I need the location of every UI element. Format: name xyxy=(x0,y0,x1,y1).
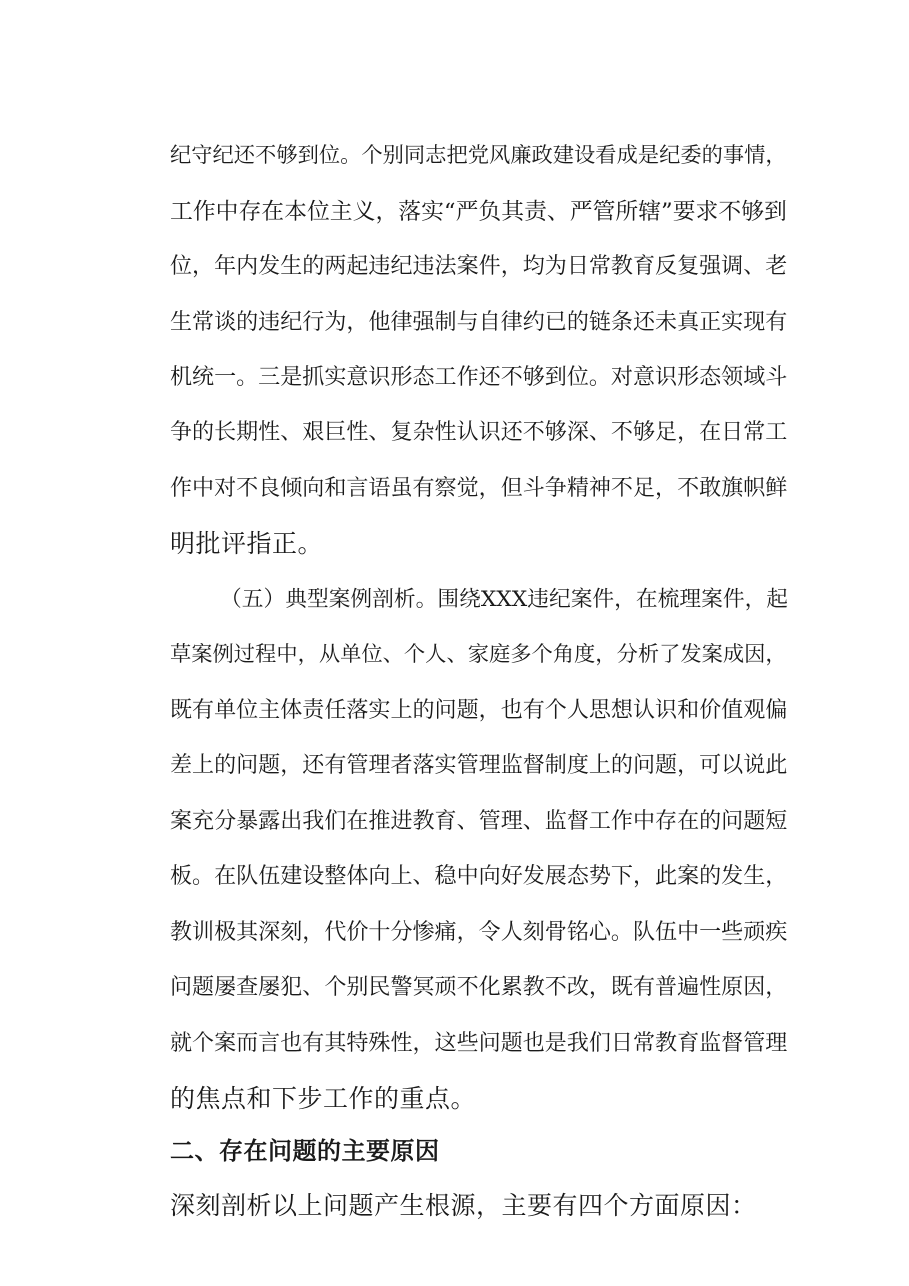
paragraph-line: 生常谈的违纪行为，他律强制与自律约已的链条还未真正实现有 xyxy=(170,310,788,335)
paragraph-line: 作中对不良倾向和言语虽有察觉，但斗争精神不足，不敢旗帜鲜 xyxy=(170,476,788,501)
paragraph-line: 的焦点和下步工作的重点。 xyxy=(170,1084,477,1113)
paragraph-line: 机统一。三是抓实意识形态工作还不够到位。对意识形态领域斗 xyxy=(170,365,788,390)
paragraph-line: 明批评指正。 xyxy=(170,529,324,558)
paragraph-line: 教训极其深刻，代价十分惨痛，令人刻骨铭心。队伍中一些顽疾 xyxy=(170,920,788,945)
paragraph-line: （五）典型案例剖析。围绕XXX违纪案件，在梳理案件，起 xyxy=(220,587,789,612)
paragraph-line: 位，年内发生的两起违纪违法案件，均为日常教育反复强调、老 xyxy=(170,254,788,279)
paragraph-line: 差上的问题，还有管理者落实管理监督制度上的问题，可以说此 xyxy=(170,753,788,778)
paragraph-line: 纪守纪还不够到位。个别同志把党风廉政建设看成是纪委的事情， xyxy=(170,143,787,168)
section-heading: 二、存在问题的主要原因 xyxy=(170,1137,440,1165)
paragraph-line: 案充分暴露出我们在推进教育、管理、监督工作中存在的问题短 xyxy=(170,809,788,834)
paragraph-line: 板。在队伍建设整体向上、稳中向好发展态势下，此案的发生， xyxy=(170,864,788,889)
paragraph-line: 问题屡查屡犯、个别民警冥顽不化累教不改，既有普遍性原因， xyxy=(170,975,788,1000)
paragraph-line: 争的长期性、艰巨性、复杂性认识还不够深、不够足，在日常工 xyxy=(170,420,788,445)
paragraph-line: 既有单位主体责任落实上的问题，也有个人思想认识和价值观偏 xyxy=(170,698,788,723)
paragraph-line: 就个案而言也有其特殊性，这些问题也是我们日常教育监督管理 xyxy=(170,1031,788,1056)
paragraph-line: 草案例过程中，从单位、个人、家庭多个角度，分析了发案成因， xyxy=(170,642,787,667)
paragraph-line: 深刻剖析以上问题产生根源，主要有四个方面原因： xyxy=(170,1191,757,1220)
paragraph-line: 工作中存在本位主义，落实“严负其责、严管所辖”要求不够到 xyxy=(170,199,787,225)
